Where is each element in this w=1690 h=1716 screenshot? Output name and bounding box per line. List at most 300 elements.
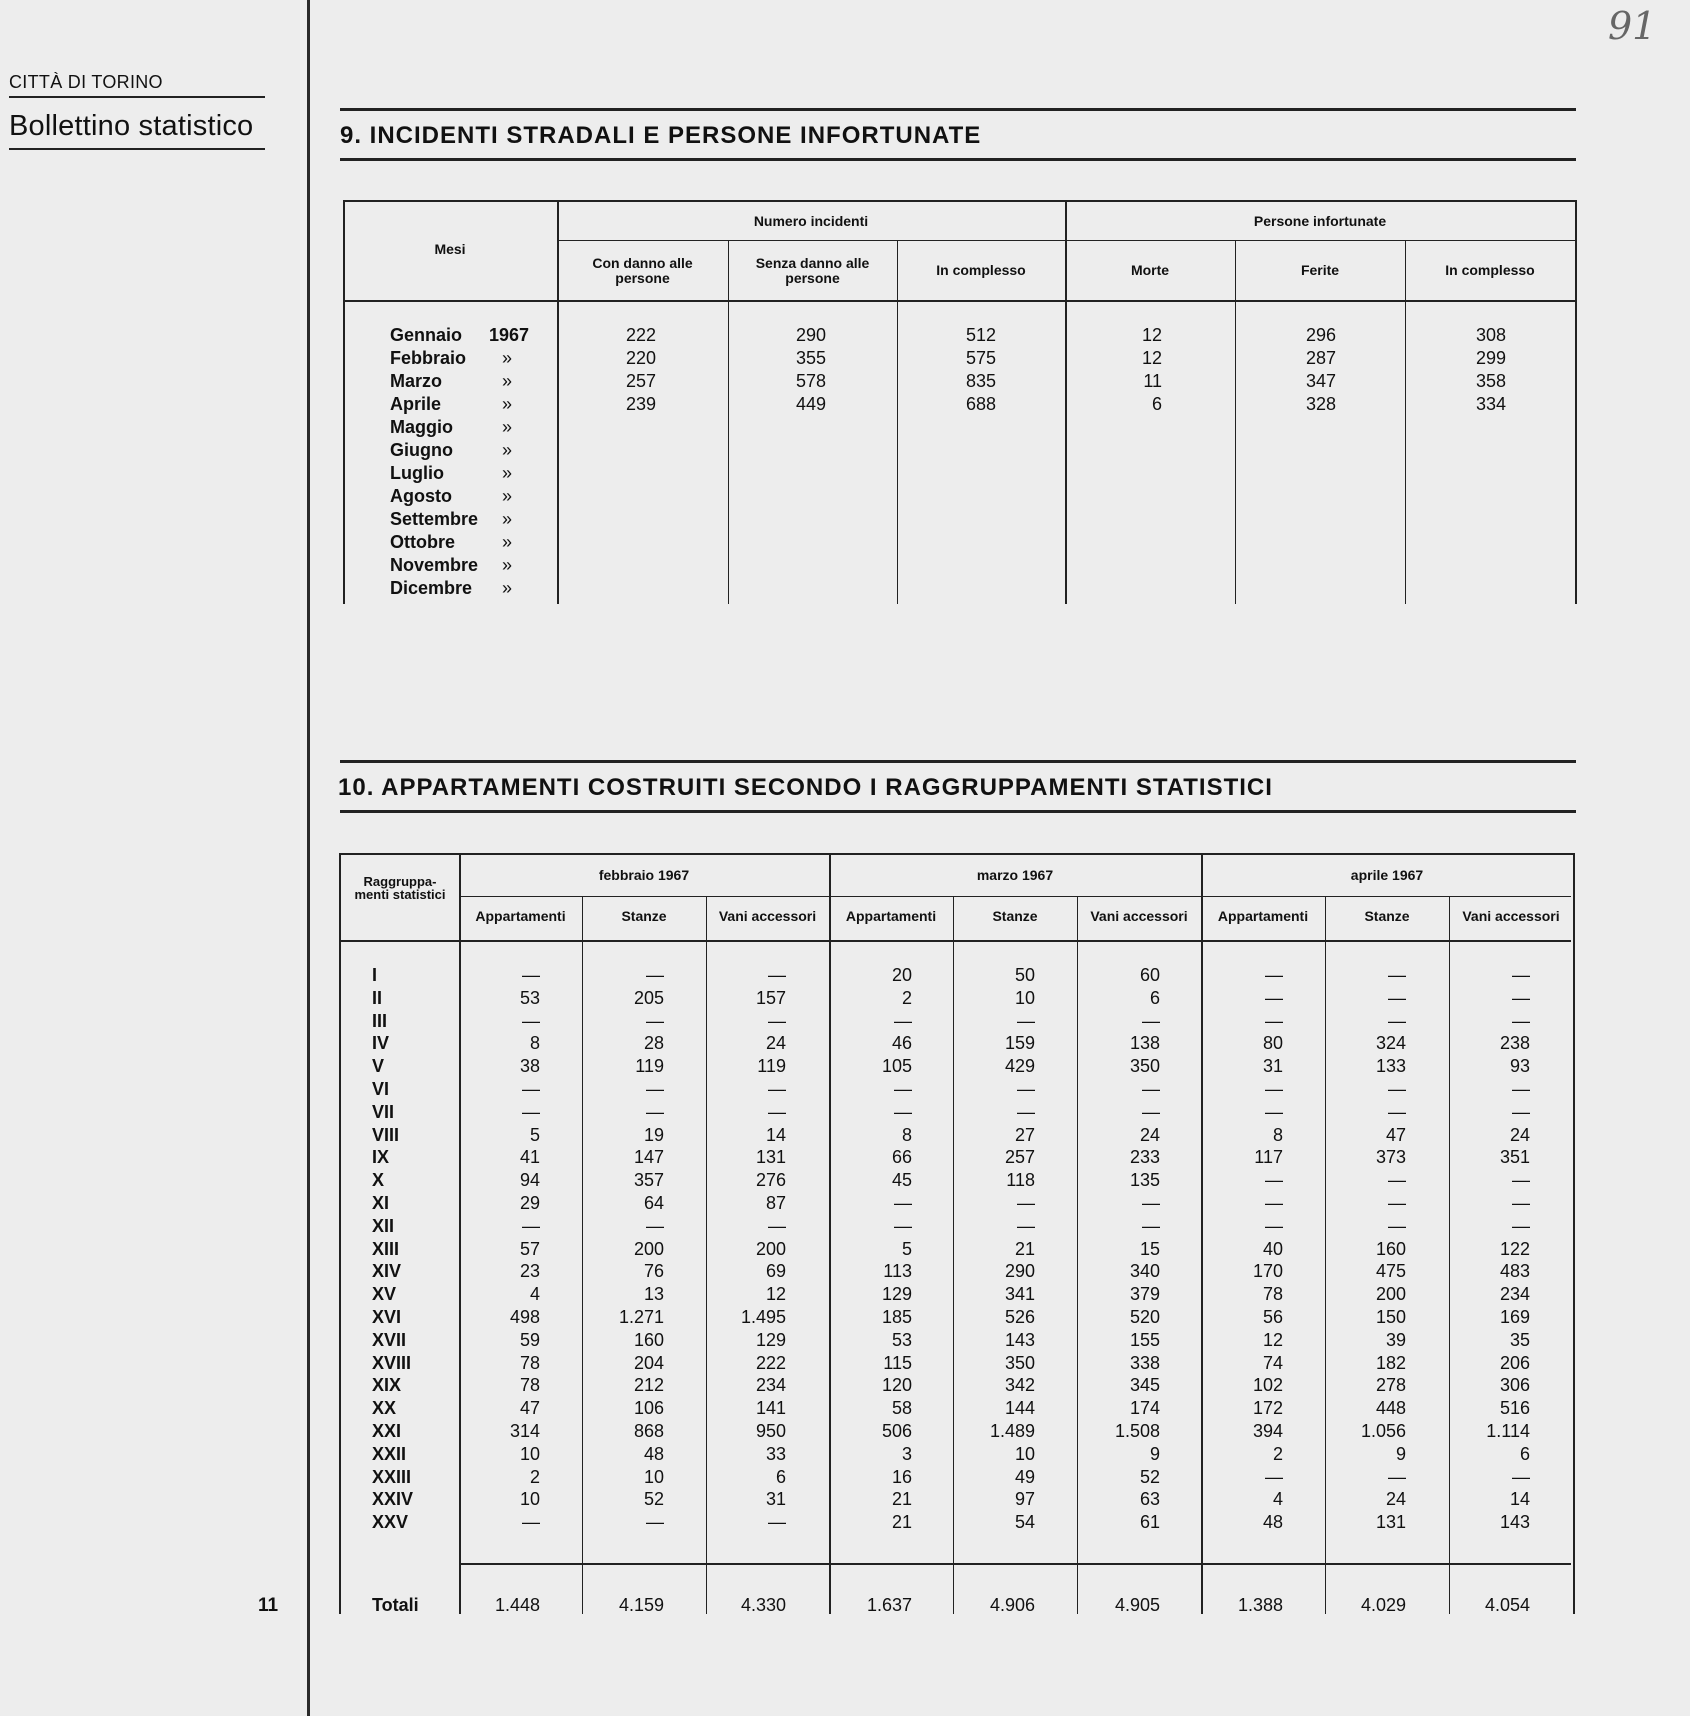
table10-cell: 45 — [891, 1170, 912, 1191]
table9-cell: 12 — [1141, 325, 1162, 345]
table10-cell: 21 — [891, 1489, 912, 1510]
table10-cell: 53 — [891, 1329, 912, 1350]
handwritten-page-number: 91 — [1608, 4, 1657, 48]
table10-cell: 40 — [1262, 1238, 1283, 1259]
table10-cell: 12 — [765, 1284, 786, 1305]
page-number: 11 — [258, 1595, 279, 1616]
table9-header-mesi: Mesi — [434, 241, 466, 257]
table9-column-rule — [1405, 240, 1406, 604]
table10-cell: — — [1265, 1079, 1283, 1099]
table10-cell: 93 — [1509, 1056, 1530, 1077]
table10-cell: 141 — [755, 1398, 786, 1419]
table9-header-bottom-rule — [343, 300, 1575, 302]
table10-cell: 950 — [755, 1421, 786, 1441]
table10-total-cell: 4.905 — [1114, 1595, 1160, 1615]
table10-cell: 448 — [1375, 1398, 1406, 1419]
table9-column-rule — [557, 200, 559, 604]
table10-group-label: XIX — [372, 1375, 402, 1396]
table10-cell: 257 — [1004, 1147, 1035, 1168]
table10-group-label: XXIII — [372, 1466, 412, 1487]
table10-cell: — — [1142, 1193, 1160, 1213]
table10-cell: 868 — [633, 1421, 664, 1441]
table10-cell: — — [768, 1079, 786, 1099]
table10-group-label: IV — [372, 1033, 390, 1054]
table10-cell: — — [1388, 1101, 1406, 1122]
table10-cell: 106 — [633, 1398, 664, 1419]
table9-column-rule — [897, 240, 898, 604]
table10-cell: 49 — [1014, 1466, 1035, 1487]
table10-cell: — — [1017, 1101, 1035, 1122]
bulletin-rule — [9, 148, 265, 150]
table10-cell: 48 — [1262, 1512, 1283, 1533]
table10-cell: 20 — [891, 965, 912, 985]
table10-cell: — — [522, 1101, 540, 1122]
table10-cell: 143 — [1499, 1512, 1530, 1533]
table10-cell: 204 — [633, 1352, 664, 1373]
table10-cell: 200 — [755, 1238, 786, 1259]
table10-cell: — — [1388, 1079, 1406, 1099]
table9-month-label: Maggio — [390, 417, 453, 437]
table10-cell: 24 — [1385, 1489, 1406, 1510]
table10-cell: 39 — [1385, 1329, 1406, 1350]
table10-cell: 9 — [1149, 1443, 1160, 1464]
table9-cell: 328 — [1305, 394, 1336, 414]
table10-cell: 278 — [1375, 1375, 1406, 1396]
table10-cell: 506 — [881, 1421, 912, 1441]
table9-cell: 688 — [965, 394, 996, 414]
table9-column-rule — [1065, 200, 1067, 604]
table10-cell: 94 — [519, 1170, 540, 1191]
table10-column-header: Stanze — [621, 909, 667, 924]
table10-cell: 10 — [519, 1489, 540, 1510]
table10-group-label: V — [372, 1056, 385, 1077]
table10-cell: 35 — [1509, 1329, 1530, 1350]
table10-cell: 160 — [1375, 1238, 1406, 1259]
table10-cell: 59 — [519, 1329, 540, 1350]
table10-cell: 120 — [881, 1375, 912, 1396]
table10-cell: 13 — [643, 1284, 664, 1305]
table10-cell: 5 — [529, 1124, 540, 1145]
table10-total-cell: 4.054 — [1484, 1595, 1530, 1615]
table10-cell: 174 — [1129, 1398, 1160, 1419]
table10-cell: — — [768, 1101, 786, 1122]
table10-cell: — — [646, 965, 664, 985]
table10-total-cell: 4.159 — [618, 1595, 664, 1615]
table10-cell: 373 — [1375, 1147, 1406, 1168]
table10-column-header: Stanze — [1364, 909, 1410, 924]
table10-total-cell: 4.330 — [740, 1595, 786, 1615]
table10-group-label: II — [372, 987, 383, 1008]
table10-cell: 47 — [519, 1398, 540, 1419]
table10-cell: 200 — [1375, 1284, 1406, 1305]
table10-cell: 169 — [1499, 1307, 1530, 1327]
table10-cell: 129 — [755, 1329, 786, 1350]
table10-column-header: Vani accessori — [1090, 909, 1188, 924]
table10-cell: 66 — [891, 1147, 912, 1168]
table10-cell: 10 — [1014, 987, 1035, 1008]
table10-group-label: IX — [372, 1147, 390, 1168]
table10-cell: 10 — [643, 1466, 664, 1487]
table9-month-label: Dicembre — [390, 578, 473, 598]
table10-group-label: XVII — [372, 1329, 407, 1350]
table10-cell: — — [1512, 987, 1530, 1008]
table10-cell: 16 — [891, 1466, 912, 1487]
table10-cell: 41 — [519, 1147, 540, 1168]
table10-cell: — — [1265, 1170, 1283, 1191]
table10-cell: — — [1265, 1466, 1283, 1487]
table9-ditto-mark: » — [502, 555, 513, 575]
table10-cell: — — [1017, 1010, 1035, 1031]
table10-cell: — — [1388, 1193, 1406, 1213]
table9-cell: 512 — [965, 325, 996, 345]
table10-cell: 118 — [1006, 1170, 1035, 1191]
table10-cell: — — [1512, 1193, 1530, 1213]
table10-total-cell: 4.906 — [989, 1595, 1035, 1615]
table10-totals-label: Totali — [372, 1595, 419, 1615]
table10-cell: 1.056 — [1360, 1421, 1406, 1441]
table10-group-label: VI — [372, 1079, 390, 1099]
table10-cell: — — [1388, 1215, 1406, 1236]
table9-ditto-mark: » — [502, 348, 513, 368]
table10-cell: 3 — [901, 1443, 912, 1464]
table10-cell: 1.114 — [1486, 1421, 1530, 1441]
table9-cell: 358 — [1475, 371, 1506, 391]
table9-column-header: Morte — [1130, 262, 1170, 278]
table10-cell: — — [646, 1215, 664, 1236]
table9-year-label: 1967 — [489, 325, 530, 345]
table10-cell: — — [1265, 1101, 1283, 1122]
table9-ditto-mark: » — [502, 532, 513, 552]
table9-cell: 355 — [795, 348, 826, 368]
table10-group-label: XXV — [372, 1512, 409, 1533]
table10-cell: 234 — [1499, 1284, 1530, 1305]
table10-cell: 52 — [1139, 1466, 1160, 1487]
table10-cell: — — [1388, 1010, 1406, 1031]
table10-cell: 160 — [633, 1329, 664, 1350]
table9-ditto-mark: » — [502, 463, 513, 483]
table9-cell: 334 — [1475, 394, 1506, 414]
table10-cell: 1.489 — [989, 1421, 1035, 1441]
table10-header-period: aprile 1967 — [1350, 867, 1424, 883]
table10-cell: — — [1512, 1010, 1530, 1031]
table10-cell: 276 — [755, 1170, 786, 1191]
table10-cell: 52 — [643, 1489, 664, 1510]
table10-cell: 117 — [1254, 1147, 1283, 1168]
table10-cell: 21 — [1014, 1238, 1035, 1259]
table10-cell: 206 — [1499, 1352, 1530, 1373]
table9-month-label: Settembre — [390, 509, 479, 529]
table10-group-label: VII — [372, 1101, 395, 1122]
table9-column-header: Senza danno alle persone — [755, 255, 870, 286]
table10-cell: 147 — [633, 1147, 664, 1168]
table10-cell: 212 — [633, 1375, 664, 1396]
table10-cell: — — [1265, 965, 1283, 985]
table10-cell: — — [894, 1010, 912, 1031]
table10-cell: 53 — [519, 987, 540, 1008]
table10-cell: 48 — [643, 1443, 664, 1464]
table10-cell: 61 — [1139, 1512, 1160, 1533]
table10-cell: 47 — [1385, 1124, 1406, 1145]
table10-cell: 6 — [1519, 1443, 1530, 1464]
table10-cell: 74 — [1262, 1352, 1283, 1373]
table10-top-rule — [340, 760, 1576, 763]
table9-month-label: Aprile — [390, 394, 442, 414]
table10-cell: 21 — [891, 1512, 912, 1533]
table9-left-border — [343, 200, 345, 604]
table9-cell: 6 — [1151, 394, 1162, 414]
table10-cell: 80 — [1262, 1033, 1283, 1054]
table10-total-cell: 4.029 — [1360, 1595, 1406, 1615]
table10-cell: 8 — [901, 1124, 912, 1145]
table10-group-label: XIII — [372, 1238, 400, 1259]
table10-cell: — — [1265, 1010, 1283, 1031]
table9-cell: 449 — [795, 394, 826, 414]
table10-cell: 60 — [1139, 965, 1160, 985]
bulletin-heading: Bollettino statistico — [9, 110, 254, 142]
table10-cell: 33 — [765, 1443, 786, 1464]
table10-cell: 69 — [765, 1261, 786, 1282]
table10-cell: 97 — [1014, 1489, 1035, 1510]
table10-cell: 131 — [1375, 1512, 1406, 1533]
table10-cell: — — [1512, 1079, 1530, 1099]
table10-column-header: Vani accessori — [718, 909, 817, 924]
table10-cell: — — [768, 1512, 786, 1533]
table10-cell: 78 — [1262, 1284, 1283, 1305]
table10-cell: 324 — [1375, 1033, 1406, 1054]
table9-month-label: Novembre — [390, 555, 479, 575]
table9-title-rule — [340, 158, 1576, 161]
table10-total-cell: 1.448 — [494, 1595, 540, 1615]
table10-group-rule — [459, 896, 1571, 897]
table9-column-rule — [1235, 240, 1236, 604]
table9-month-label: Gennaio — [390, 325, 463, 345]
table10-cell: 115 — [883, 1352, 912, 1373]
table10-cell: 78 — [519, 1352, 540, 1373]
table10-group-label: XVI — [372, 1307, 402, 1327]
table10-group-label: XX — [372, 1398, 397, 1419]
table10-cell: 345 — [1129, 1375, 1160, 1396]
table10-cell: 54 — [1014, 1512, 1035, 1533]
table10-cell: 113 — [883, 1261, 912, 1282]
table10-cell: — — [1265, 1215, 1283, 1236]
table10-cell: — — [894, 1079, 912, 1099]
table10-cell: 338 — [1129, 1352, 1160, 1373]
table10-group-label: XI — [372, 1193, 390, 1213]
table10-cell: 24 — [1139, 1124, 1160, 1145]
table10-group-label: XII — [372, 1215, 395, 1236]
table9-ditto-mark: » — [502, 440, 513, 460]
table10-column-header: Appartamenti — [1217, 909, 1309, 924]
table9-ditto-mark: » — [502, 417, 513, 437]
table9-ditto-mark: » — [502, 486, 513, 506]
table10-cell: 78 — [519, 1375, 540, 1396]
table10-cell: — — [1512, 1466, 1530, 1487]
table10-cell: 105 — [881, 1056, 912, 1077]
table10-group-label: XXI — [372, 1421, 402, 1441]
table10-cell: 2 — [529, 1466, 540, 1487]
table10-column-header: Appartamenti — [475, 909, 566, 924]
table10-cell: 6 — [775, 1466, 786, 1487]
table10-cell: 200 — [633, 1238, 664, 1259]
table9-cell: 287 — [1305, 348, 1336, 368]
table10-header-period: febbraio 1967 — [598, 867, 690, 883]
table9-cell: 835 — [965, 371, 996, 391]
table10-cell: 10 — [519, 1443, 540, 1464]
table10-total-cell: 1.388 — [1237, 1595, 1283, 1615]
table10-cell: 4 — [1272, 1489, 1283, 1510]
table10-cell: — — [1512, 1170, 1530, 1191]
table10-cell: 8 — [529, 1033, 540, 1054]
table10-cell: 50 — [1014, 965, 1035, 985]
table10-column-header: Vani accessori — [1462, 909, 1560, 924]
table10-cell: 133 — [1375, 1056, 1406, 1077]
table9-column-header: In complesso — [1445, 262, 1535, 278]
table10-cell: 29 — [519, 1193, 540, 1213]
table10-header-bottom-rule — [339, 940, 1571, 942]
table10-cell: 526 — [1004, 1307, 1035, 1327]
table10-header-raggruppamenti: Raggruppa- menti statistici — [354, 874, 446, 902]
table9-month-label: Febbraio — [390, 348, 467, 368]
table10-cell: 102 — [1252, 1375, 1283, 1396]
table9-title: 9. INCIDENTI STRADALI E PERSONE INFORTUNATE — [340, 122, 982, 149]
table9-ditto-mark: » — [502, 509, 513, 529]
table10-cell: — — [1142, 1215, 1160, 1236]
table10-cell: 483 — [1499, 1261, 1530, 1282]
table9-cell: 12 — [1141, 348, 1162, 368]
table10-cell: 150 — [1375, 1307, 1406, 1327]
table10-cell: 394 — [1252, 1421, 1283, 1441]
table10-cell: 170 — [1252, 1261, 1283, 1282]
table10-cell: — — [522, 1512, 540, 1533]
table10-cell: 475 — [1375, 1261, 1406, 1282]
table10-cell: — — [522, 965, 540, 985]
table10-cell: 143 — [1004, 1329, 1035, 1350]
table10-cell: — — [894, 1101, 912, 1122]
table9-month-label: Luglio — [390, 463, 444, 483]
table9-cell: 222 — [625, 325, 656, 345]
table10-cell: 6 — [1149, 987, 1160, 1008]
table10-cell: 57 — [519, 1238, 540, 1259]
table10-cell: — — [646, 1010, 664, 1031]
table10-cell: 28 — [643, 1033, 664, 1054]
table10-cell: — — [1512, 1101, 1530, 1122]
table10-cell: — — [1388, 1466, 1406, 1487]
table10-cell: 4 — [529, 1284, 540, 1305]
table10-cell: — — [894, 1215, 912, 1236]
table10-cell: — — [768, 965, 786, 985]
table10-cell: 314 — [509, 1421, 540, 1441]
table9-cell: 308 — [1475, 325, 1506, 345]
table10-cell: 379 — [1129, 1284, 1160, 1305]
table10-cell: 520 — [1129, 1307, 1160, 1327]
table10-column-rule — [1573, 853, 1575, 1614]
table10-cell: 10 — [1014, 1443, 1035, 1464]
table10-total-cell: 1.637 — [866, 1595, 912, 1615]
table10-cell: — — [768, 1010, 786, 1031]
table10-cell: 222 — [755, 1352, 786, 1373]
table10-cell: 23 — [519, 1261, 540, 1282]
table10-cell: 58 — [891, 1398, 912, 1419]
table10-cell: 138 — [1129, 1033, 1160, 1054]
table10-cell: 8 — [1272, 1124, 1283, 1145]
table10-cell: 172 — [1252, 1398, 1283, 1419]
table10-cell: 2 — [901, 987, 912, 1008]
table10-cell: 56 — [1262, 1307, 1283, 1327]
table10-cell: — — [1142, 1101, 1160, 1122]
table9-header-numero-incidenti: Numero incidenti — [753, 213, 869, 229]
table10-cell: 119 — [757, 1056, 786, 1077]
table10-cell: — — [1017, 1215, 1035, 1236]
table10-cell: — — [1265, 987, 1283, 1008]
table10-cell: — — [1512, 965, 1530, 985]
table10-cell: 15 — [1139, 1238, 1160, 1259]
table9-cell: 220 — [625, 348, 656, 368]
table10-group-label: VIII — [372, 1124, 400, 1145]
table9-cell: 296 — [1305, 325, 1336, 345]
table10-cell: — — [522, 1079, 540, 1099]
table10-column-header: Stanze — [992, 909, 1038, 924]
table10-group-label: XVIII — [372, 1352, 412, 1373]
table10-cell: 63 — [1139, 1489, 1160, 1510]
table10-cell: 234 — [755, 1375, 786, 1396]
table10-cell: 144 — [1004, 1398, 1035, 1419]
table9-column-header: Con danno alle persone — [592, 255, 693, 286]
table9-ditto-mark: » — [502, 394, 513, 414]
city-rule — [9, 96, 265, 98]
table10-cell: — — [1388, 1170, 1406, 1191]
table9-month-label: Ottobre — [390, 532, 455, 552]
table10-cell: 135 — [1129, 1170, 1160, 1191]
table9-cell: 575 — [965, 348, 996, 368]
table10-frame-top — [339, 853, 1575, 855]
table10-cell: — — [1265, 1193, 1283, 1213]
table10-column-header: Appartamenti — [845, 909, 937, 924]
table10-cell: 5 — [901, 1238, 912, 1259]
table9-column-header: In complesso — [936, 262, 1026, 278]
table10-cell: 1.271 — [618, 1307, 664, 1327]
table10-cell: 12 — [1262, 1329, 1283, 1350]
table10-header-period: marzo 1967 — [976, 867, 1054, 883]
table10-cell: 341 — [1004, 1284, 1035, 1305]
table10-cell: 24 — [765, 1033, 786, 1054]
table10-cell: 159 — [1004, 1033, 1035, 1054]
table10-group-label: III — [372, 1010, 388, 1031]
table10-cell: 155 — [1129, 1329, 1160, 1350]
table10-cell: 38 — [519, 1056, 540, 1077]
table10-cell: 340 — [1129, 1261, 1160, 1282]
table10-cell: 429 — [1004, 1056, 1035, 1077]
table10-cell: 14 — [765, 1124, 786, 1145]
table10-cell: 157 — [755, 987, 786, 1008]
table10-totals-rule — [459, 1563, 1571, 1565]
table9-frame-top — [343, 200, 1575, 202]
table10-cell: 498 — [509, 1307, 540, 1327]
table10-cell: 238 — [1499, 1033, 1530, 1054]
table10-cell: 46 — [891, 1033, 912, 1054]
table9-month-label: Agosto — [390, 486, 452, 506]
table10-cell: 76 — [643, 1261, 664, 1282]
table10-cell: 182 — [1375, 1352, 1406, 1373]
table10-cell: 306 — [1499, 1375, 1530, 1396]
table10-cell: — — [646, 1079, 664, 1099]
table10-cell: 357 — [633, 1170, 664, 1191]
table10-cell: 2 — [1272, 1443, 1283, 1464]
table10-cell: 24 — [1509, 1124, 1530, 1145]
table9-ditto-mark: » — [502, 578, 513, 598]
table10-group-label: XIV — [372, 1261, 402, 1282]
table10-cell: — — [1142, 1010, 1160, 1031]
margin-divider — [307, 0, 310, 1716]
